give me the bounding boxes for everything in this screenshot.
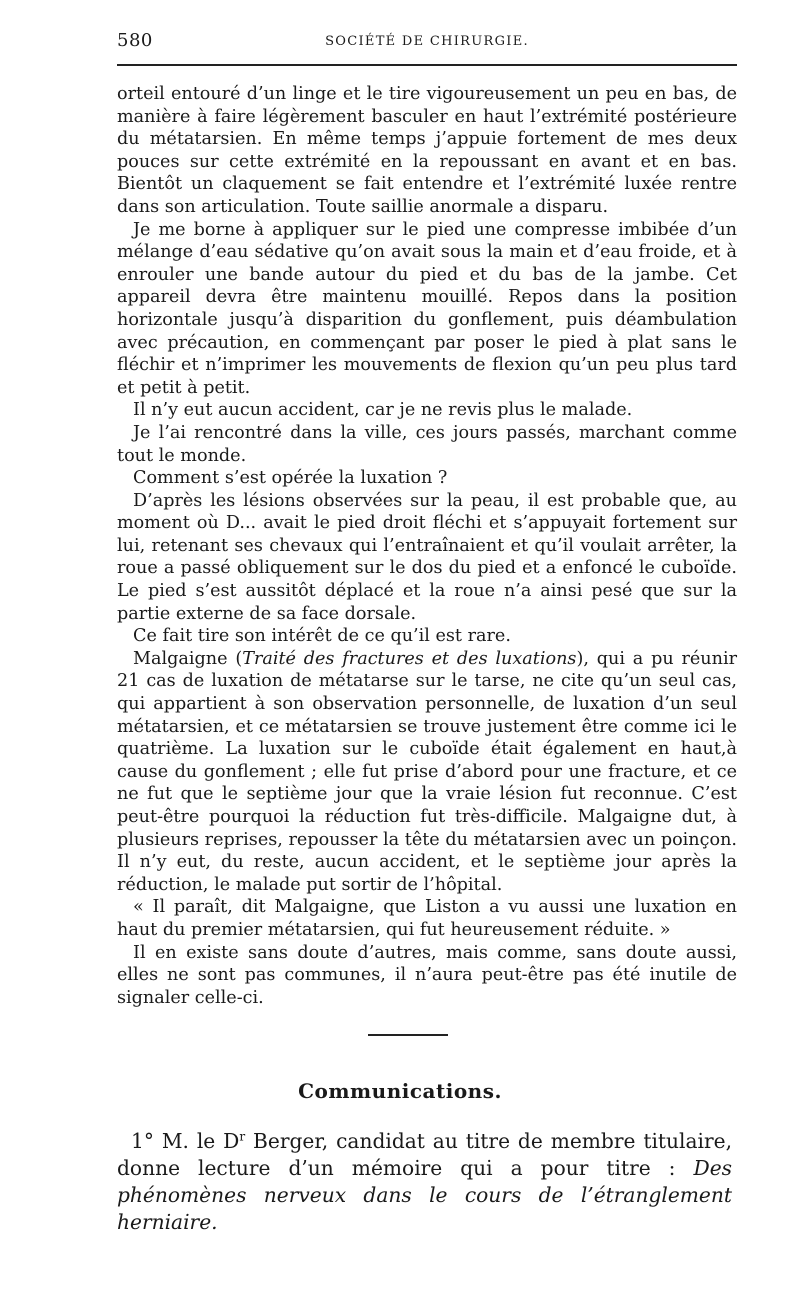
header-rule — [117, 64, 737, 66]
title-abbreviation-superscript: r — [239, 1129, 246, 1144]
cited-work-title: Traité des fractures et des luxations — [242, 648, 577, 669]
paragraph: Il en existe sans doute d’autres, mais comme, sans doute aussi, elles ne sont pas communes, il n’aura peut-être pas été inutile de signaler celle-ci. — [117, 942, 737, 1008]
malgaigne-text-after: ), qui a pu réunir 21 cas de luxation de métatarse sur le tarse, ne cite qu’un seul cas, qui appartient à son observation personnelle, de luxation d’un seul métatarsien, et ce métatarsien se trouve justement être comme ici le quatrième. La luxation sur le cuboïde était également en haut,à cause du gonflement ; elle fut prise d’abord pour une fracture, et ce ne fut que le septième jour que la vraie lésion fut reconnue. C’est peut-être pourquoi la réduction fut très-difficile. Malgaigne dut, à plusieurs reprises, repousser la tête du métatarsien avec un poinçon. Il n’y eut, du reste, aucun accident, et le septième jour après la réduction, le malade put sortir de l’hôpital. — [117, 648, 737, 895]
paragraph: Je me borne à appliquer sur le pied une compresse imbibée d’un mélange d’eau sédative qu’on avait sous la main et d’eau froide, et à enrouler une bande autour du pied et du bas de la jambe. Cet appareil devra être maintenu mouillé. Repos dans la position horizontale jusqu’à disparition du gonflement, puis déambulation avec précaution, en commençant par poser le pied à plat sans le fléchir et n’imprimer les mouvements de flexion qu’un peu plus tard et petit à petit. — [117, 219, 737, 398]
body-text — [117, 83, 737, 1009]
malgaigne-text-before: Malgaigne ( — [133, 648, 243, 669]
paragraph: Je l’ai rencontré dans la ville, ces jours passés, marchant comme tout le monde. — [117, 422, 737, 466]
section-divider — [368, 1034, 448, 1036]
malgaigne-paragraph — [117, 648, 737, 897]
paragraph: orteil entouré d’un linge et le tire vigoureusement un peu en bas, de manière à faire légèrement basculer en haut l’extrémité postérieure du métatarsien. En même temps j’appuie fortement de mes deux pouces sur cette extrémité en la repoussant en avant et en bas. Bientôt un claquement se fait entendre et l’extrémité luxée rentre dans son articulation. Toute saillie anormale a disparu. — [117, 84, 737, 217]
paragraph: Il n’y eut aucun accident, car je ne revis plus le malade. — [133, 400, 633, 421]
communication-entry — [117, 1128, 732, 1236]
page-number: 580 — [117, 30, 153, 51]
paragraph: Ce fait tire son intérêt de ce qu’il est rare. — [133, 626, 511, 647]
page-header — [117, 30, 737, 60]
running-title: SOCIÉTÉ DE CHIRURGIE. — [325, 34, 529, 49]
communication-text: Berger, candidat au titre de membre titulaire, donne lecture d’un mémoire qui a pour titre : — [117, 1129, 732, 1180]
paragraph: D’après les lésions observées sur la peau, il est probable que, au moment où D... avait le pied droit fléchi et s’appuyait fortement sur lui, retenant ses chevaux qui l’entraînaient et qu’il voulait arrêter, la roue a passé obliquement sur le dos du pied et a enfoncé le cuboïde. Le pied s’est aussitôt déplacé et la roue n’a ainsi pesé que sur la partie externe de sa face dorsale. — [117, 490, 737, 624]
quotation-paragraph: « Il paraît, dit Malgaigne, que Liston a vu aussi une luxation en haut du premier métatarsien, qui fut heureusement réduite. » — [117, 897, 737, 940]
memoir-title: Des phénomènes nerveux dans le cours de l’étranglement herniaire. — [117, 1156, 733, 1234]
paragraph: Comment s’est opérée la luxation ? — [133, 468, 448, 489]
section-heading: Communications. — [298, 1079, 502, 1103]
communication-number: 1° — [131, 1129, 154, 1153]
communication-prefix: M. le D — [161, 1129, 240, 1153]
